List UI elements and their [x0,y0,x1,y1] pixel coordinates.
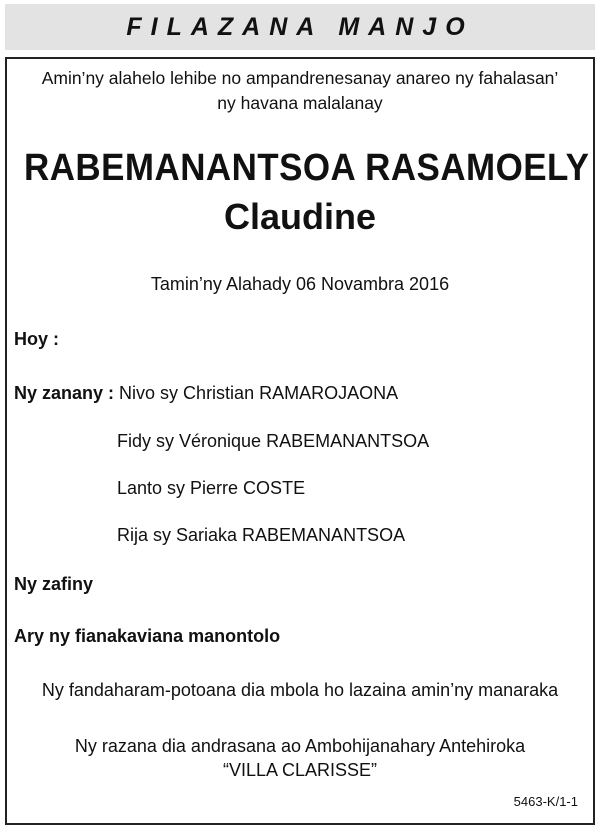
child-name: Rija sy Sariaka RABEMANANTSOA [117,525,406,545]
burial-line-2: “VILLA CLARISSE” [222,760,378,780]
child-name: Fidy sy Véronique RABEMANANTSOA [117,431,430,451]
header-title: FILAZANA MANJO [126,12,474,41]
intro-line-2: ny havana malalanay [217,93,383,113]
burial-location [0,734,600,782]
header-band [5,4,595,50]
children-row [14,383,398,404]
child-name: Nivo sy Christian RAMAROJAONA [119,383,399,403]
burial-line-1: Ny razana dia andrasana ao Ambohijanahary Antehiroka [74,736,526,756]
date-of-death: Tamin’ny Alahady 06 Novambra 2016 [150,274,450,294]
children-label: Ny zanany : [14,383,115,403]
child-name: Lanto sy Pierre COSTE [117,478,306,498]
deceased-given-name: Claudine [223,196,376,237]
schedule-notice: Ny fandaharam-potoana dia mbola ho lazaina amin’ny manaraka [41,680,559,700]
intro-line-1: Amin’ny alahelo lehibe no ampandrenesanay anareo ny fahalasan’ [41,68,559,88]
deceased-name: RABEMANANTSOA RASAMOELY [24,147,590,189]
grandchildren-label: Ny zafiny [14,574,94,594]
hoy-label: Hoy : [14,329,59,349]
intro-text [0,66,600,116]
relatives-label: Ary ny fianakaviana manontolo [14,626,281,646]
reference-code: 5463-K/1-1 [513,794,578,809]
